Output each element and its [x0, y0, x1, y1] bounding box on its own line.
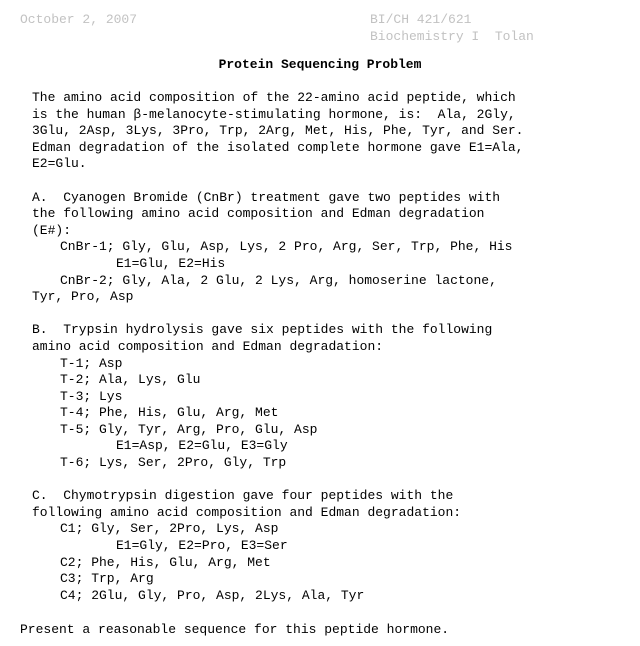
section-b-heading: B. Trypsin hydrolysis gave six peptides with the following	[32, 322, 493, 338]
trypsin-peptide-t6: T-6; Lys, Ser, 2Pro, Gly, Trp	[60, 455, 287, 471]
trypsin-peptide-t1: T-1; Asp	[60, 355, 123, 371]
section-c-heading: C. Chymotrypsin digestion gave four peptides with the	[32, 488, 454, 504]
section-a-heading: A. Cyanogen Bromide (CnBr) treatment gave two peptides with	[32, 189, 501, 205]
intro-line: Edman degradation of the isolated complete hormone gave E1=Ala,	[32, 139, 524, 155]
problem-body	[32, 90, 632, 604]
chymotrypsin-peptide-c1: C1; Gly, Ser, 2Pro, Lys, Asp	[60, 521, 279, 537]
cnbr1-edman: E1=Glu, E2=His	[116, 255, 226, 271]
chymotrypsin-c1-edman: E1=Gly, E2=Pro, E3=Ser	[116, 538, 288, 554]
header-course	[370, 12, 534, 45]
chymotrypsin-peptide-c4: C4; 2Glu, Gly, Pro, Asp, 2Lys, Ala, Tyr	[60, 587, 365, 603]
final-prompt: Present a reasonable sequence for this peptide hormone.	[20, 622, 450, 637]
section-a-heading: the following amino acid composition and Edman degradation	[32, 206, 485, 222]
trypsin-peptide-t4: T-4; Phe, His, Glu, Arg, Met	[60, 405, 279, 421]
intro-line: is the human β-melanocyte-stimulating hormone, is: Ala, 2Gly,	[32, 106, 516, 122]
intro-line: 3Glu, 2Asp, 3Lys, 3Pro, Trp, 2Arg, Met, His, Phe, Tyr, and Ser.	[32, 123, 524, 139]
header-date: October 2, 2007	[20, 12, 138, 27]
page-title: Protein Sequencing Problem	[218, 57, 422, 72]
trypsin-peptide-t3: T-3; Lys	[60, 388, 123, 404]
cnbr2-composition-cont: Tyr, Pro, Asp	[32, 289, 134, 305]
intro-line: E2=Glu.	[32, 156, 87, 172]
section-a-heading: (E#):	[32, 222, 72, 238]
header-course-name: Biochemistry I Tolan	[370, 28, 534, 44]
trypsin-peptide-t2: T-2; Ala, Lys, Glu	[60, 372, 201, 388]
trypsin-peptide-t5: T-5; Gly, Tyr, Arg, Pro, Glu, Asp	[60, 421, 318, 437]
intro-line: The amino acid composition of the 22-amino acid peptide, which	[32, 90, 516, 105]
section-b-heading: amino acid composition and Edman degradation:	[32, 338, 384, 354]
cnbr1-composition: CnBr-1; Gly, Glu, Asp, Lys, 2 Pro, Arg, Ser, Trp, Phe, His	[60, 239, 513, 255]
cnbr2-composition: CnBr-2; Gly, Ala, 2 Glu, 2 Lys, Arg, homoserine lactone,	[60, 272, 497, 288]
header-course-number: BI/CH 421/621	[370, 12, 472, 27]
section-c-heading: following amino acid composition and Edman degradation:	[32, 504, 462, 520]
chymotrypsin-peptide-c2: C2; Phe, His, Glu, Arg, Met	[60, 554, 271, 570]
trypsin-t5-edman: E1=Asp, E2=Glu, E3=Gly	[116, 438, 288, 454]
chymotrypsin-peptide-c3: C3; Trp, Arg	[60, 571, 154, 587]
